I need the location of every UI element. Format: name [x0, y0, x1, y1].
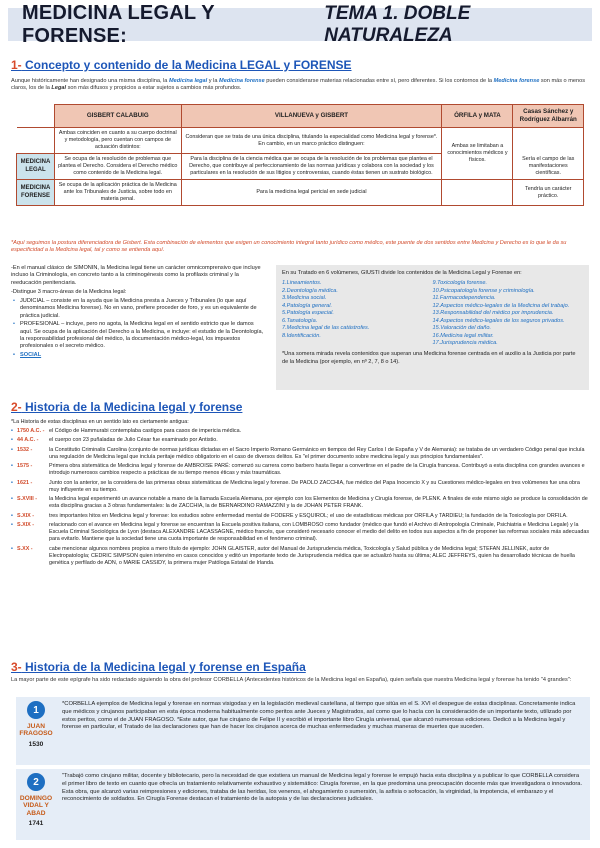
list-item: 4.Patología general.	[282, 302, 333, 309]
page-subtitle: TEMA 1. DOBLE NATURALEZA	[324, 2, 471, 46]
author-text: *CORBELLA ejemplos de Medicina legal y forense en normas visigodas y en la legislación medieval castellana, al tiempo que sitúa en el S. XVI el despegue de estas disciplinas. Concretamente indica que médicos y cirujanos participaban en esta época moderna habitualmente como peritos ante Jueces y Magistrados, así como que lo hacía con la consideración de un importante texto, utilizado por estos peritos, como el de JUAN FRAGOSO. *Este autor, que fue cirujano de Felipe II y escribió el importante libro Cirugía universal, que alcanzó numerosas ediciones. Dedicó a la Medicina legal y forense en particular, el Tratado de las declaraciones que han de hacer los cirujanos acerca de muchas enfermedades y muchas maneras de muertes que suceden.	[62, 701, 576, 731]
author-card	[16, 697, 590, 765]
list-item: 14.Aspectos médico-legales de los seguros privados.	[432, 317, 565, 324]
timeline-row: • 1575 - Primera obra sistemática de Medicina legal y forense de AMBROISE PARÉ: comenzó su carrera como barbero hasta llegar a convertirse en el padre de la Cirugía francesa. Contribuyó a esta disciplina con grandes avances e introdujo numerosos cambios respecto a prácticas de su tiempo menos éticas y más traumáticas.	[11, 463, 591, 477]
list-item: 9.Toxicología forense.	[432, 280, 488, 287]
timeline-row: • S.XX - cabe mencionar algunos nombres propios a mero título de ejemplo: JOHN GLAISTER, autor del Manual de Jurisprudencia médica, Toxicología y Salud pública y de Medicina legal; STEFAN JELLINEK, autor de Electropatología; CEDRIC SIMPSON quien intervino en casos conocidos y editó un importante texto de Jurisprudencia médica que se actualizó hasta su última; ALEC JEFFREYS, quien ha desarrollado técnicas de huella genética y perfilado de ADN, o MARIE CASSIDY, la primera mujer Patóloga Estatal de Irlanda.	[11, 546, 591, 568]
list-item: 1.Lineamientos.	[282, 280, 322, 287]
number-badge: 1	[27, 701, 45, 719]
table-cell: Ambas se limitaban a conocimientos médicos y físicos.	[442, 128, 513, 180]
list-item: 6.Tanatología.	[282, 317, 318, 324]
timeline-row: • 1532 - la Constitutio Criminalis Carolina (conjunto de normas jurídicas dictadas en el Sacro Imperio Romano Germánico en tiempos del Rey Carlos I de España y V de Alemania): se trataba de un verdadero Código penal que incluía una regulación de Medicina legal que incluía peritaje médico obligatorio en el caso de diversos delitos. Es "el primer documento sobre medicina legal y sus principios fundamentales".	[11, 447, 591, 461]
table-cell	[513, 128, 584, 154]
giusti-footnote: *Una somera mirada revela contenidos que superan una Medicina forense centrada en el auxilio a la Justicia por parte de la Medicina (por ejemplo, en nº 2, 7, 8 o 14).	[282, 351, 576, 365]
timeline-row: • S.XVIII - la Medicina legal experimentó un avance notable a mano de la llamada Escuela Alemana, por ejemplo con los Elementos de Medicina y Cirugía forense, de PLENK. A finales de este mismo siglo se produce la consolidación de esta disciplina gracias a 3 obras fundamentales: la de ZACCHIA, la de BERNARDINO RAMAZZINI y la de JOHAN PETER FRANK.	[11, 496, 591, 510]
simonin-paragraph: -En el manual clásico de SIMONIN, la Medicina legal tiene un carácter omnicomprensivo que incluye incluso la Criminología, en concreto tanto a la criminogénesis como la profilaxis criminal y la reeducación penitenciaria.	[11, 265, 261, 286]
page-header	[8, 1, 592, 47]
author-name: DOMINGO VIDAL Y ABAD	[19, 795, 53, 817]
timeline-row: • 1750 A.C. - el Código de Hammurabi contemplaba castigos para casos de impericia médica.	[11, 428, 591, 435]
timeline-row: • S.XIX - tres importantes hitos en Medicina legal y forense: los estudios sobre enfermedad mental de FODERE y ESQUIROL; el uso de estadísticas médicas por ORFILA y TARDIEU; la fundación de la Toxicología por ORFILA.	[11, 513, 591, 520]
page-title: MEDICINA LEGAL Y FORENSE:	[22, 1, 215, 47]
gisbert-note: *Aquí seguimos la postura diferenciadora de Gisbert. Esta combinación de elementos que exigen un conocimiento integral tanto jurídico como médico, este puente de dos sentidos entre Medicina y Derecho es lo que le da su especificidad a la Medicina legal, tal y como se entienda aquí.	[11, 240, 567, 254]
table-header: GISBERT CALABUIG	[55, 105, 182, 128]
list-item: 8.Identificación.	[282, 332, 321, 339]
author-year: 1530	[28, 740, 44, 748]
table-cell: Sería el campo de las manifestaciones científicas.	[513, 154, 584, 180]
timeline-row: • S.XIX - relacionado con el avance en Medicina legal y forense se encuentran la Escuela positiva italiana, con LOMBROSO como fundador (médico que fundó el Archivo di Antropología Criminale, Psichiatria e Medicina Legale) y la Escuela Criminal Sociológica de Lyon (destaca ALEXANDRE LACASSAGNE, médico francés, que consideró necesario conocer el medio del delito en todos sus aspectos a fin de proponer las reformas sociales más adecuadas para evitarlo. Mantiene que la sociedad tiene una cuota importante de responsabilidad en el fenómeno criminal).	[11, 522, 591, 544]
section-1-intro: Aunque históricamente han designado una misma disciplina, la Medicina legal y la Medicina forense pueden considerarse materias relacionadas entre sí, pero diferentes. Si los contornos de la Medicina forense son más o menos claros, los de la Legal son más difusos y propicios a estar sujetos a cambios más profundos.	[11, 78, 586, 92]
row-label-medicina-forense: MEDICINA FORENSE	[17, 180, 55, 206]
timeline-row: • 44 A.C. - el cuerpo con 23 puñaladas de Julio César fue examinado por Antistio.	[11, 437, 591, 444]
list-item: 11.Farmacodependencia.	[432, 295, 496, 302]
section-2-heading: 2- Historia de la Medicina legal y forense	[11, 400, 243, 414]
macro-areas-intro: -Distingue 3 macro-áreas de la Medicina legal:	[11, 289, 127, 296]
table-cell	[442, 180, 513, 206]
row-label-medicina-legal: MEDICINA LEGAL	[17, 154, 55, 180]
table-header: ÓRFILA y MATA	[442, 105, 513, 128]
timeline-row: • 1621 - Junto con la anterior, se la considera de las primeras obras sistemáticas de Medicina legal y forense. De PAOLO ZACCHIA, fue médico del Papa Inocencio X y su Cuestiones médico-legales en tres volúmenes fue una obra muy influyente en su tiempo.	[11, 480, 591, 494]
table-header: Casas Sánchez y Rodríguez Albarrán	[513, 105, 584, 128]
section-3-intro: La mayor parte de este epígrafe ha sido redactado siguiendo la obra del profesor CORBELLA (Antecedentes históricos de la Medicina legal en España), quien señala que nuestra Medicina legal y forense ha tenido "4 grandes":	[11, 677, 572, 683]
table-header: VILLANUEVA y GISBERT	[181, 105, 442, 128]
list-item: 10.Psicopatología forense y criminología.	[432, 287, 535, 294]
list-item: 2.Deontología médica.	[282, 287, 338, 294]
comparison-table	[16, 104, 584, 206]
list-item: 7.Medicina legal de las catástrofes.	[282, 325, 370, 332]
list-item: • PROFESIONAL – incluye, pero no agota, la Medicina legal en el sentido estricto que le damos aquí. Se ocupa de la aplicación del Derecho a la Medicina, e incluye: el estudio de la Deontología, la responsabilidad profesional del médico, la documentación médico-legal, los impuestos profesionales o el secreto médico.	[11, 321, 265, 351]
table-cell: Se ocupa de la aplicación práctica de la Medicina ante los Tribunales de Justicia, sobre todo en materia penal.	[55, 180, 182, 206]
list-item: 5.Patología especial.	[282, 310, 334, 317]
history-intro: *La Historia de estas disciplinas en un sentido lato es ciertamente antigua:	[11, 419, 189, 425]
history-timeline	[11, 419, 591, 569]
simonin-block	[11, 265, 265, 360]
table-cell: Tendría un carácter práctico.	[513, 180, 584, 206]
giusti-intro: En su Tratado en 6 volúmenes, GIUSTI divide los contenidos de la Medicina Legal y Forense en:	[282, 270, 522, 276]
author-name: JUAN FRAGOSO	[19, 723, 53, 738]
author-text: "Trabajó como cirujano militar, docente y bibliotecario, pero la necesidad de que existiera un manual de Medicina legal y forense le empujó hacia esta disciplina y a publicar lo que CORBELLA considera el primer libro de texto en cuanto que ofrecía un tratamiento relativamente exhaustivo y sistemático: Cirugía forense, en la que predomina una preocupación docente más que investigadora o innovadora. Esta obra, que alcanzó varias reimpresiones y ediciones, trataba de las heridas, los venenos, el ahogamiento o sumersión, la asfixia o sofocación, la virginidad, la impotencia, el embarazo y el reconocimiento de soldados. En Cirugía Forense destacan el tratamiento de la autopsia y de las declaraciones judiciales.	[62, 773, 583, 803]
list-item: 15.Valoración del daño.	[432, 325, 492, 332]
list-item: • JUDICIAL – consiste en la ayuda que la Medicina presta a Jueces y Tribunales (lo que aquí denominamos Medicina forense). No en vano, prefiere proceder de foro, y es un equivalente de práctica judicial.	[11, 298, 265, 320]
table-cell: Para la disciplina de la ciencia médica que se ocupa de la resolución de los problemas que plantea el Derecho, que contribuye al perfeccionamiento de las normas jurídicas y colabora con la sociedad y los particulares en la resolución de sus litigios y controversias, cuando éstas tienen un sustrato biológico.	[181, 154, 442, 180]
table-cell: Consideran que se trata de una única disciplina, titulando la especialidad como Medicina legal y forense*. En cambio, en un marco práctico distinguen:	[181, 128, 442, 154]
list-item: 12.Aspectos médico-legales de la Medicina del trabajo.	[432, 302, 570, 309]
section-1-heading: 1- Concepto y contenido de la Medicina LEGAL y FORENSE	[11, 58, 352, 72]
author-year: 1741	[28, 819, 44, 827]
giusti-contents	[282, 280, 583, 347]
list-item: • SOCIAL	[11, 352, 265, 359]
list-item: 13.Responsabilidad del médico por imprudencia.	[432, 310, 554, 317]
section-3-heading: 3- Historia de la Medicina legal y forense en España	[11, 660, 306, 674]
macro-areas-list	[11, 298, 265, 360]
table-cell: Se ocupa de la resolución de problemas que plantea el Derecho. Considera el Derecho médico como contenido de la Medicina legal.	[55, 154, 182, 180]
giusti-box	[276, 265, 589, 390]
list-item: 16.Medicina legal militar.	[432, 332, 494, 339]
table-cell: Para la medicina legal pericial en sede judicial	[181, 180, 442, 206]
author-card	[16, 769, 590, 840]
number-badge: 2	[27, 773, 45, 791]
table-cell: Ambas coinciden en cuanto a su cuerpo doctrinal y metodología, pero cuentan con campos de actuación distintos:	[55, 128, 182, 154]
list-item: 17.Jurisprudencia médica.	[432, 339, 498, 346]
list-item: 3.Medicina social.	[282, 295, 327, 302]
